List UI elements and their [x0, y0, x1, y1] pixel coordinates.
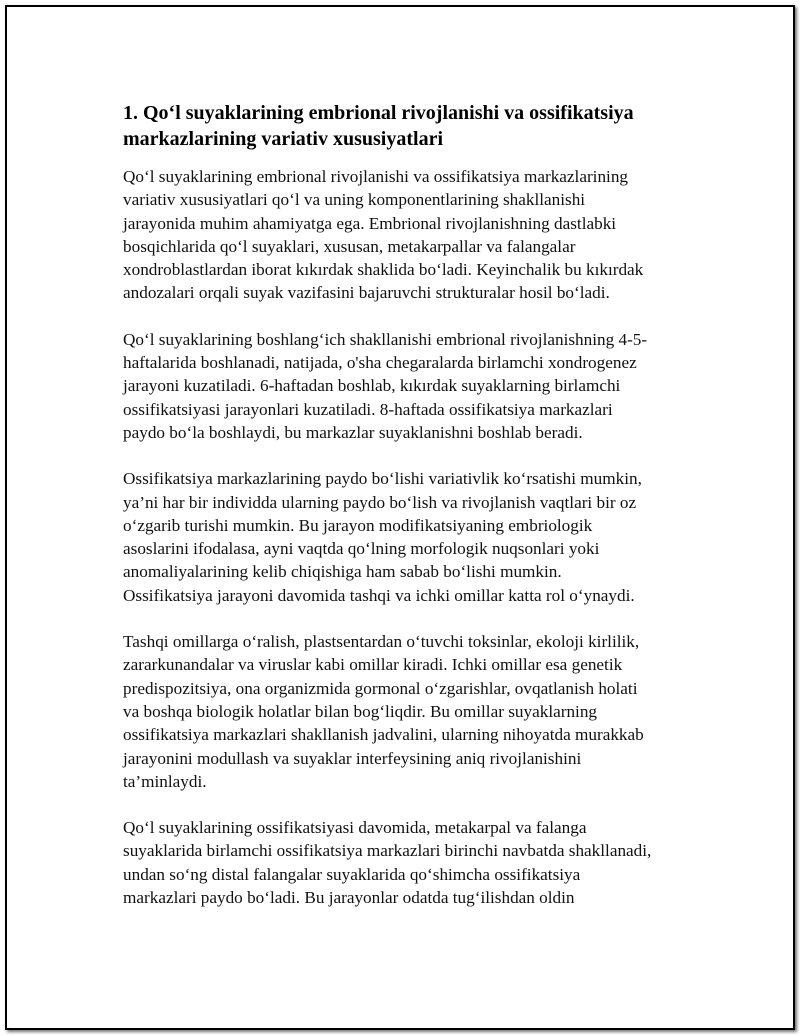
- text-line: ta’minlaydi.: [123, 771, 207, 791]
- text-line: ya’ni har bir individda ularning paydo bo‘lish va rivojlanish vaqtlari bir oz: [123, 492, 637, 512]
- text-line: bosqichlarida qo‘l suyaklari, xususan, metakarpallar va falangalar: [123, 236, 576, 256]
- text-line: jarayonini modullash va suyaklar interfeysining aniq rivojlanishini: [123, 748, 582, 768]
- text-line: andozalari orqali suyak vazifasini bajaruvchi strukturalar hosil bo‘ladi.: [123, 283, 610, 303]
- text-line: Ossifikatsiya markazlarining paydo bo‘lishi variativlik ko‘rsatishi mumkin,: [123, 469, 642, 489]
- page-frame: [5, 5, 795, 1030]
- paragraph-3: [123, 467, 703, 607]
- paragraph-5: [123, 816, 703, 909]
- text-line: paydo bo‘la boshlaydi, bu markazlar suyaklanishni boshlab beradi.: [123, 422, 583, 442]
- text-line: o‘zgarib turishi mumkin. Bu jarayon modifikatsiyaning embriologik: [123, 515, 593, 535]
- text-line: Ossifikatsiya jarayoni davomida tashqi va ichki omillar katta rol o‘ynaydi.: [123, 585, 635, 605]
- text-line: Qo‘l suyaklarining boshlang‘ich shakllanishi embrional rivojlanishning 4-5-: [123, 329, 648, 349]
- text-line: ossifikatsiya markazlari shakllanish jadvalini, ularning nihoyatda murakkab: [123, 725, 644, 745]
- section-heading: [123, 100, 703, 152]
- text-line: haftalarida boshlanadi, natijada, o'sha chegaralarda birlamchi xondrogenez: [123, 353, 637, 373]
- paragraph-1: [123, 165, 703, 305]
- document-body: [123, 100, 703, 932]
- text-line: Qo‘l suyaklarining embrional rivojlanishi va ossifikatsiya markazlarining: [123, 167, 629, 186]
- text-line: markazlari paydo bo‘ladi. Bu jarayonlar odatda tug‘ilishdan oldin: [123, 888, 575, 908]
- text-line: asoslarini ifodalasa, ayni vaqtda qo‘lning morfologik nuqsonlari yoki: [123, 539, 600, 559]
- text-line: ossifikatsiyasi jarayonlari kuzatiladi. 8-haftada ossifikatsiya markazlari: [123, 399, 613, 419]
- text-line: Qo‘l suyaklarining ossifikatsiyasi davomida, metakarpal va falanga: [123, 818, 587, 838]
- text-line: variativ xususiyatlari qo‘l va uning komponentlarining shakllanishi: [123, 190, 586, 210]
- text-line: xondroblastlardan iborat kıkırdak shaklida bo‘ladi. Keyinchalik bu kıkırdak: [123, 260, 644, 280]
- text-line: undan so‘ng distal falangalar suyaklarida qo‘shimcha ossifikatsiya: [123, 864, 581, 884]
- text-line: predispozitsiya, ona organizmida gormonal o‘zgarishlar, ovqatlanish holati: [123, 678, 638, 698]
- heading-line: 1. Qo‘l suyaklarining embrional rivojlanishi va ossifikatsiya: [123, 102, 634, 124]
- text-line: zararkunandalar va viruslar kabi omillar kiradi. Ichki omillar esa genetik: [123, 655, 623, 675]
- text-line: va boshqa biologik holatlar bilan bog‘liqdir. Bu omillar suyaklarning: [123, 701, 598, 721]
- text-line: suyaklarida birlamchi ossifikatsiya markazlari birinchi navbatda shakllanadi,: [123, 841, 652, 861]
- text-line: Tashqi omillarga o‘ralish, plastsentardan o‘tuvchi toksinlar, ekoloji kirlilik,: [123, 632, 640, 652]
- text-line: jarayonida muhim ahamiyatga ega. Embrional rivojlanishning dastlabki: [123, 213, 617, 233]
- text-line: anomaliyalarining kelib chiqishiga ham sabab bo‘lishi mumkin.: [123, 562, 562, 582]
- paragraph-2: [123, 328, 703, 444]
- paragraph-4: [123, 630, 703, 793]
- text-line: jarayoni kuzatiladi. 6-haftadan boshlab, kıkırdak suyaklarning birlamchi: [123, 376, 621, 396]
- heading-line: markazlarining variativ xususiyatlari: [123, 128, 443, 150]
